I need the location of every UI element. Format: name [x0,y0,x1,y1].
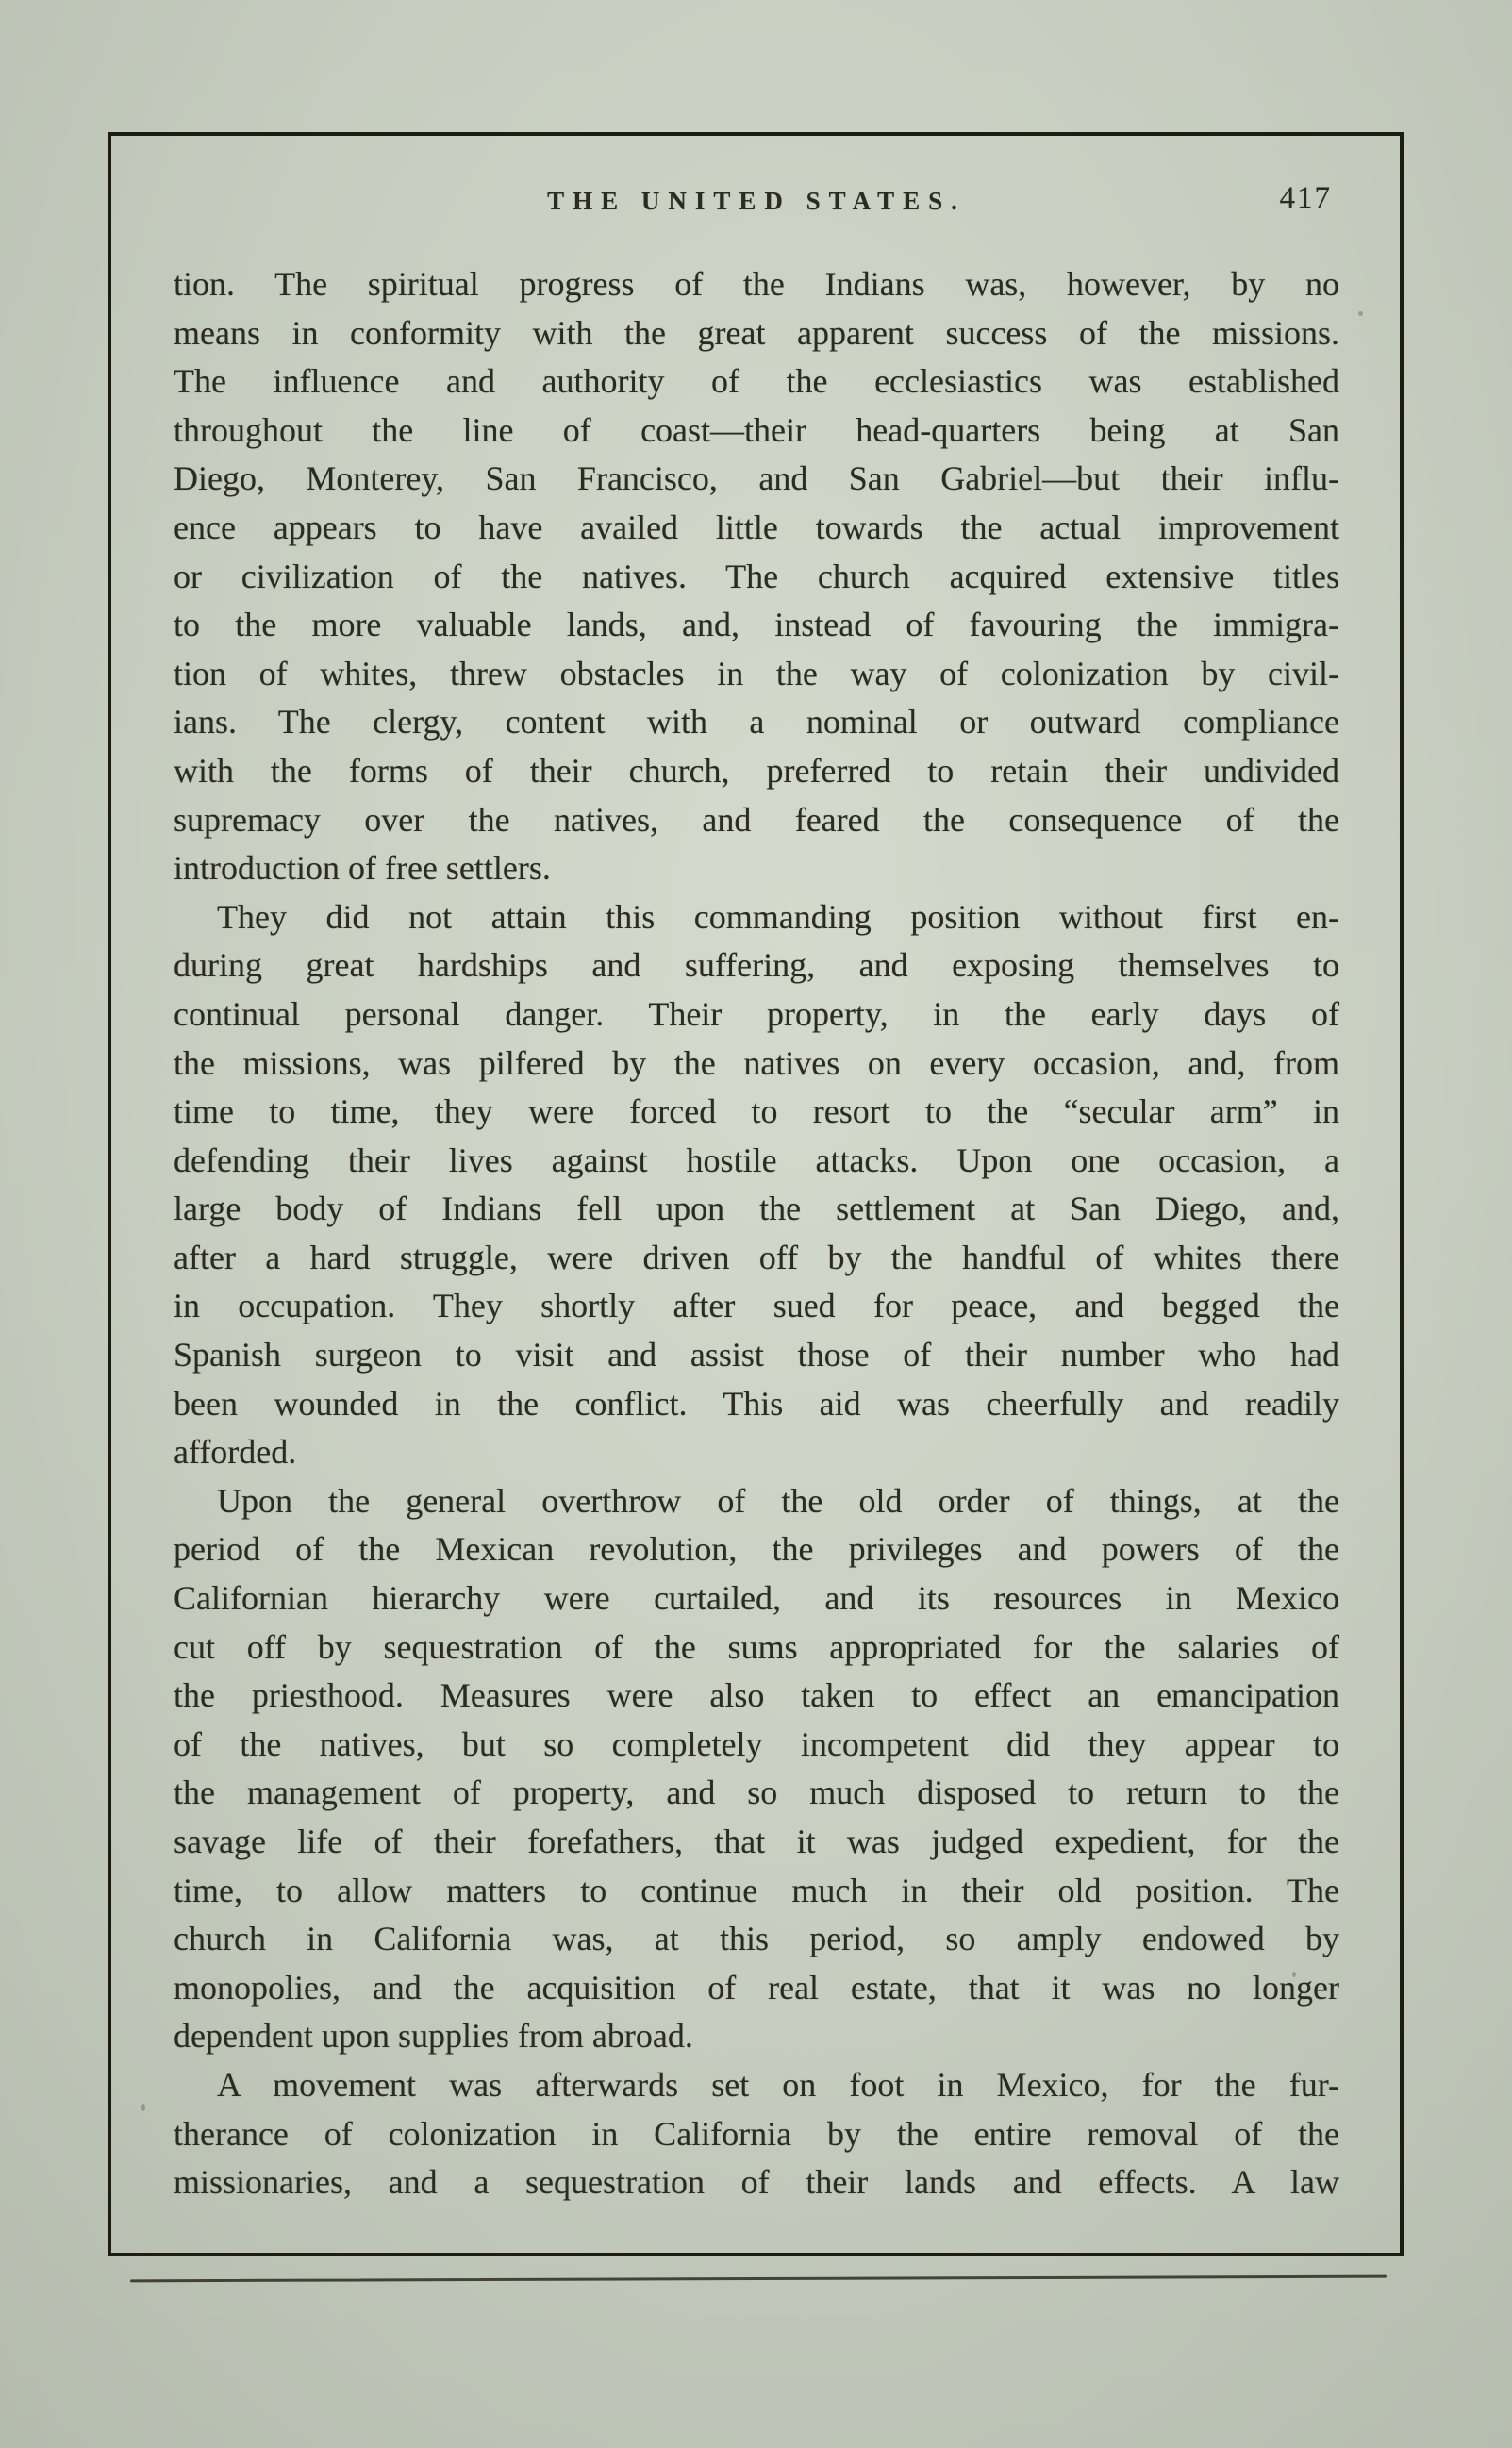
text-line: savage life of their forefathers, that it was judged expedient, for the [174,1823,1339,1860]
text-line: in occupation. They shortly after sued for peace, and begged the [174,1287,1339,1325]
text-line: ence appears to have availed little towards the actual improvement [174,508,1339,546]
text-line: been wounded in the conflict. This aid was cheerfully and readily [174,1384,1339,1423]
text-line: dependent upon supplies from abroad. [174,2017,693,2056]
text-line: the priesthood. Measures were also taken to effect an emancipation [174,1676,1339,1715]
text-line: therance of colonization in California by the entire removal of the [174,2114,1339,2153]
text-line: time, to allow matters to continue much in their old position. The [174,1871,1339,1909]
text-line: monopolies, and the acquisition of real estate, that it was no longer [174,1968,1339,2007]
page-body [174,260,1339,2207]
text-line: means in conformity with the great apparent success of the missions. [174,313,1339,352]
text-line: after a hard struggle, were driven off by the handful of whites there [174,1238,1339,1276]
text-line: ians. The clergy, content with a nominal or outward compliance [174,703,1339,741]
scan-speck [1358,311,1363,316]
text-line: defending their lives against hostile attacks. Upon one occasion, a [174,1141,1339,1179]
text-line: Diego, Monterey, San Francisco, and San Gabriel—but their influ- [174,459,1339,498]
text-line: introduction of free settlers. [174,849,551,888]
running-header: THE UNITED STATES. [547,187,966,215]
text-line: They did not attain this commanding position without first en- [217,897,1339,936]
paragraph [174,893,1339,1477]
text-line: A movement was afterwards set on foot in Mexico, for the fur- [217,2065,1339,2104]
page-number: 417 [1279,181,1332,215]
text-line: time to time, they were forced to resort to the “secular arm” in [174,1092,1339,1131]
text-line: large body of Indians fell upon the settlement at San Diego, and, [174,1190,1339,1228]
text-line: continual personal danger. Their property, in the early days of [174,994,1339,1033]
text-line: to the more valuable lands, and, instead of favouring the immigra- [174,606,1339,644]
text-line: of the natives, but so completely incompetent did they appear to [174,1724,1339,1763]
text-line: church in California was, at this period, so amply endowed by [174,1920,1339,1958]
paragraph [174,260,1339,893]
text-line: Upon the general overthrow of the old order of things, at the [217,1481,1339,1520]
text-line: the missions, was pilfered by the natives on every occasion, and, from [174,1043,1339,1082]
text-line: missionaries, and a sequestration of their lands and effects. A law [174,2163,1339,2202]
text-line: Californian hierarchy were curtailed, and its resources in Mexico [174,1579,1339,1618]
text-line: the management of property, and so much disposed to return to the [174,1774,1339,1812]
paragraph [174,2061,1339,2207]
text-line: afforded. [174,1433,297,1472]
text-line: Spanish surgeon to visit and assist those of their number who had [174,1336,1339,1374]
text-line: with the forms of their church, preferred to retain their undivided [174,751,1339,790]
paragraph [174,1477,1339,2061]
text-line: cut off by sequestration of the sums appropriated for the salaries of [174,1627,1339,1666]
text-line: tion. The spiritual progress of the Indians was, however, by no [174,265,1339,303]
text-line: period of the Mexican revolution, the privileges and powers of the [174,1530,1339,1569]
text-line: supremacy over the natives, and feared the consequence of the [174,800,1339,839]
text-line: during great hardships and suffering, and exposing themselves to [174,946,1339,985]
scan-speck [141,2104,145,2111]
text-line: throughout the line of coast—their head-quarters being at San [174,410,1339,449]
text-line: The influence and authority of the ecclesiastics was established [174,362,1339,401]
text-line: or civilization of the natives. The church acquired extensive titles [174,557,1339,595]
text-line: tion of whites, threw obstacles in the way of colonization by civil- [174,654,1339,692]
